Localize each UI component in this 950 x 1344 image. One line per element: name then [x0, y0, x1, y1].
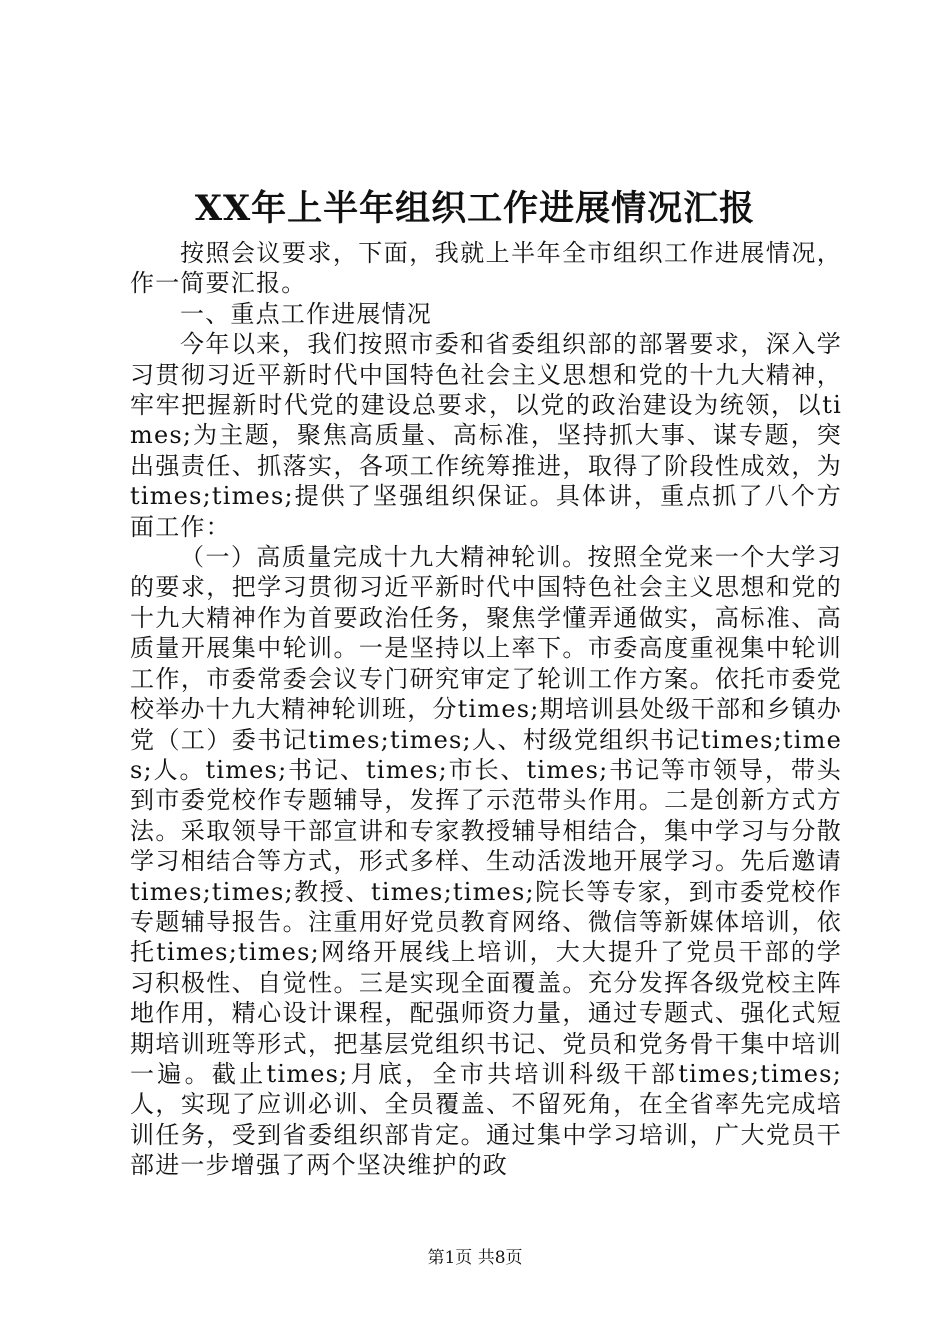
page-number-footer: 第1页 共8页 [427, 1248, 523, 1268]
paragraph-item-one: （一）高质量完成十九大精神轮训。按照全党来一个大学习的要求，把学习贯彻习近平新时代中国特色社会主义思想和党的十九大精神作为首要政治任务，聚焦学懂弄通做实，高标准、高质量开展集中轮训。一是坚持以上率下。市委高度重视集中轮训工作，市委常委会议专门研究审定了轮训工作方案。依托市委党校举办十九大精神轮训班，分times;期培训县处级干部和乡镇办党（工）委书记times;times;人、村级党组织书记times;times;人。times;书记、times;市长、times;书记等市领导，带头到市委党校作专题辅导，发挥了示范带头作用。二是创新方式方法。采取领导干部宣讲和专家教授辅导相结合，集中学习与分散学习相结合等方式，形式多样、生动活泼地开展学习。先后邀请times;times;教授、times;times;院长等专家，到市委党校作专题辅导报告。注重用好党员教育网络、微信等新媒体培训，依托times;times;网络开展线上培训，大大提升了党员干部的学习积极性、自觉性。三是实现全面覆盖。充分发挥各级党校主阵地作用，精心设计课程，配强师资力量，通过专题式、强化式短期培训班等形式，把基层党组织书记、党员和党务骨干集中培训一遍。截止times;月底，全市共培训科级干部times;times;人，实现了应训必训、全员覆盖、不留死角，在全省率先完成培训任务，受到省委组织部肯定。通过集中学习培训，广大党员干部进一步增强了两个坚决维护的政 [130, 543, 842, 1180]
section-heading: 一、重点工作进展情况 [180, 299, 432, 328]
document-title: XX年上半年组织工作进展情况汇报 [194, 188, 756, 229]
paragraph-intro: 按照会议要求，下面，我就上半年全市组织工作进展情况，作一简要汇报。 [130, 239, 842, 298]
paragraph-overview: 今年以来，我们按照市委和省委组织部的部署要求，深入学习贯彻习近平新时代中国特色社会主义思想和党的十九大精神，牢牢把握新时代党的建设总要求，以党的政治建设为统领，以times;为主题，聚焦高质量、高标准，坚持抓大事、谋专题，突出强责任、抓落实，各项工作统筹推进，取得了阶段性成效，为times;times;提供了坚强组织保证。具体讲，重点抓了八个方面工作： [130, 330, 842, 541]
document-body [130, 238, 842, 1181]
